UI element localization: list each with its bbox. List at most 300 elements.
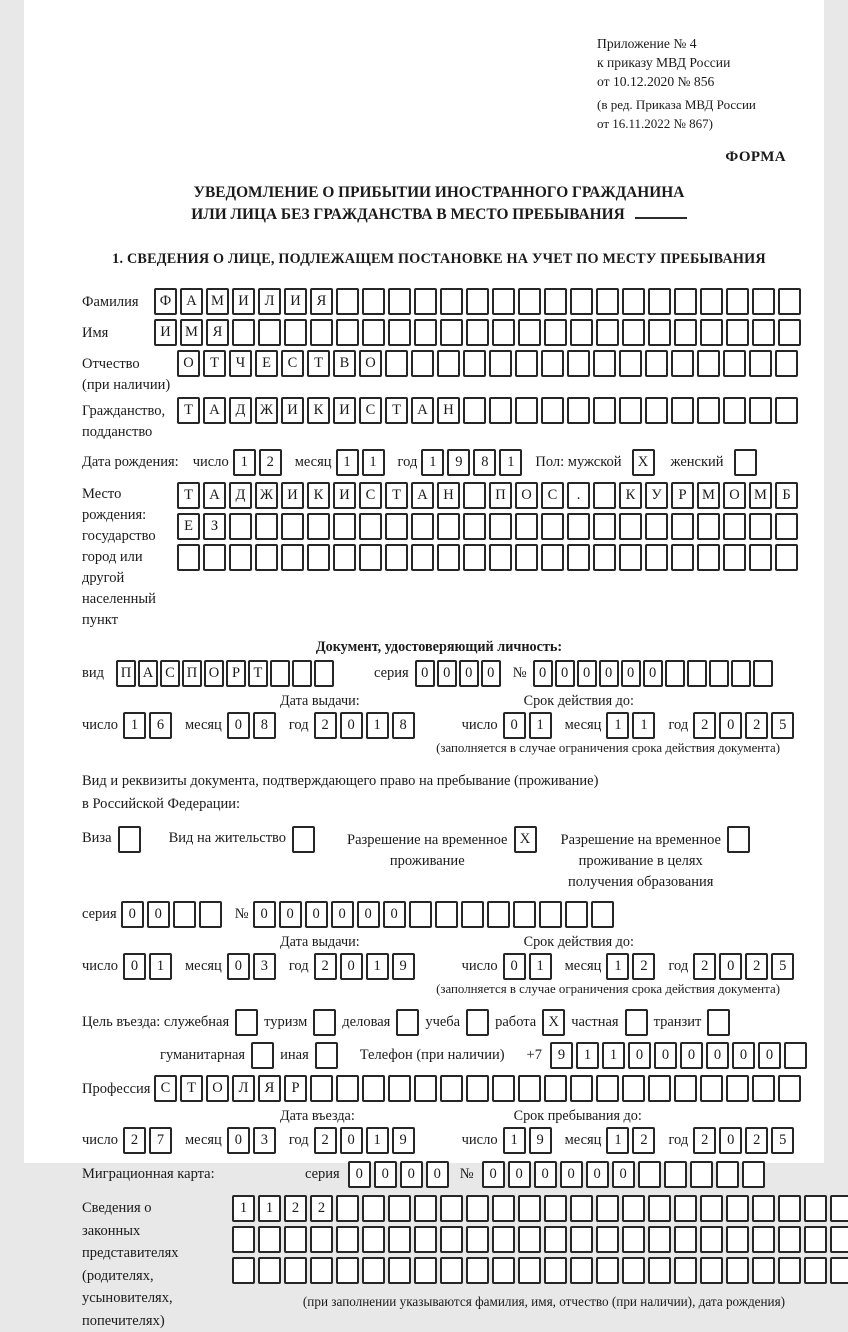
char-box — [310, 1075, 333, 1102]
doc-valid-group — [462, 693, 798, 739]
doc-issue-year-label: год — [289, 717, 309, 734]
surname-label: Фамилия — [82, 288, 154, 313]
char-box: И — [281, 397, 304, 424]
char-box: 0 — [331, 901, 354, 928]
patronymic-row — [82, 350, 796, 396]
char-box: 0 — [680, 1042, 703, 1069]
char-box: М — [697, 482, 720, 509]
char-box — [414, 1075, 437, 1102]
char-box — [362, 319, 385, 346]
annex-line-2: к приказу МВД России — [597, 53, 792, 72]
char-box — [731, 660, 751, 687]
purpose-tourism-checkbox — [313, 1009, 336, 1036]
char-box — [463, 544, 486, 571]
char-box: 5 — [771, 712, 794, 739]
char-box — [648, 1195, 671, 1222]
char-box — [596, 1257, 619, 1284]
char-box: Р — [671, 482, 694, 509]
char-box — [648, 288, 671, 315]
profession-row — [82, 1075, 796, 1102]
birth-place-label-line3: город или другой — [82, 547, 177, 589]
birth-place-cells-row1 — [177, 482, 801, 509]
identity-doc-heading: Документ, удостоверяющий личность: — [82, 639, 796, 656]
char-box: 1 — [529, 953, 552, 980]
char-box — [778, 1075, 801, 1102]
char-box — [645, 544, 668, 571]
char-box: 1 — [421, 449, 444, 476]
char-box — [518, 1226, 541, 1253]
char-box — [700, 319, 723, 346]
char-box — [281, 544, 304, 571]
char-box — [385, 544, 408, 571]
notification-form-page — [24, 0, 824, 1163]
char-box — [440, 319, 463, 346]
char-box: 0 — [305, 901, 328, 928]
char-box: Е — [177, 513, 200, 540]
char-box: О — [515, 482, 538, 509]
char-box — [414, 288, 437, 315]
char-box — [752, 1075, 775, 1102]
char-box — [307, 544, 330, 571]
birth-place-cells-row2 — [177, 513, 801, 540]
char-box: 3 — [253, 953, 276, 980]
temp-residence-label — [347, 826, 507, 872]
char-box: Т — [180, 1075, 203, 1102]
char-box: О — [723, 482, 746, 509]
char-box: С — [154, 1075, 177, 1102]
doc-series-label: серия — [374, 665, 409, 682]
char-box — [709, 660, 729, 687]
char-box — [804, 1226, 827, 1253]
char-box: 2 — [693, 712, 716, 739]
char-box: Т — [385, 482, 408, 509]
char-box — [591, 901, 614, 928]
char-box: 0 — [357, 901, 380, 928]
representatives-label-line6: попечителях) — [82, 1310, 232, 1332]
patronymic-label — [82, 350, 177, 396]
residence-number-cells — [253, 901, 617, 928]
char-box: Т — [177, 482, 200, 509]
entry-year-label: год — [289, 1132, 309, 1149]
char-box — [489, 350, 512, 377]
char-box: 5 — [771, 953, 794, 980]
citizenship-label-line2: подданство — [82, 422, 177, 443]
doc-type-label: вид — [82, 665, 104, 682]
char-box — [359, 513, 382, 540]
char-box — [752, 1195, 775, 1222]
char-box: 1 — [232, 1195, 255, 1222]
purpose-humanitarian-label: гуманитарная — [160, 1047, 245, 1064]
char-box — [336, 288, 359, 315]
entry-day-cells — [123, 1127, 175, 1154]
representatives-row — [82, 1195, 796, 1332]
purpose-tourism-label: туризм — [264, 1014, 307, 1031]
purpose-private-checkbox — [625, 1009, 648, 1036]
purpose-study-checkbox — [466, 1009, 489, 1036]
char-box: 2 — [123, 1127, 146, 1154]
char-box — [173, 901, 196, 928]
char-box — [437, 350, 460, 377]
char-box — [749, 513, 772, 540]
char-box — [622, 1257, 645, 1284]
residence-restriction-note: (заполняется в случае ограничения срока действия документа) — [82, 982, 796, 997]
char-box — [336, 319, 359, 346]
char-box — [414, 1257, 437, 1284]
patronymic-cells — [177, 350, 801, 377]
sex-male-checkbox: X — [632, 449, 655, 476]
representatives-right — [232, 1195, 848, 1310]
char-box: 1 — [366, 712, 389, 739]
char-box: 0 — [348, 1161, 371, 1188]
char-box: С — [281, 350, 304, 377]
char-box — [544, 319, 567, 346]
forma-label: ФОРМА — [82, 149, 796, 166]
char-box — [726, 1195, 749, 1222]
entry-dates-row — [82, 1108, 796, 1154]
entry-line — [82, 1127, 418, 1154]
char-box — [619, 397, 642, 424]
birth-place-cells-row3 — [177, 544, 801, 571]
char-box — [515, 397, 538, 424]
purpose-phone-row — [82, 1042, 796, 1069]
char-box: 2 — [693, 953, 716, 980]
char-box: 0 — [374, 1161, 397, 1188]
residence-series-row — [82, 901, 796, 928]
char-box: 0 — [147, 901, 170, 928]
migration-number-label: № — [460, 1166, 474, 1183]
char-box: И — [333, 397, 356, 424]
char-box — [752, 288, 775, 315]
doc-valid-day-cells — [503, 712, 555, 739]
sex-male-label: Пол: мужской — [535, 454, 621, 471]
char-box — [700, 1195, 723, 1222]
residence-issue-line — [82, 953, 418, 980]
char-box — [466, 1195, 489, 1222]
char-box: А — [138, 660, 158, 687]
name-row — [82, 319, 796, 346]
char-box: Д — [229, 482, 252, 509]
residence-issue-month-label: месяц — [185, 958, 222, 975]
char-box: Т — [177, 397, 200, 424]
char-box — [648, 1257, 671, 1284]
char-box: П — [489, 482, 512, 509]
residence-series-cells — [121, 901, 225, 928]
char-box — [518, 1257, 541, 1284]
char-box: 0 — [654, 1042, 677, 1069]
sex-female-checkbox — [734, 449, 757, 476]
residence-valid-day-label: число — [462, 958, 498, 975]
temp-residence-edu-item — [561, 826, 756, 893]
char-box: 1 — [606, 953, 629, 980]
char-box: П — [182, 660, 202, 687]
char-box: 1 — [366, 953, 389, 980]
doc-valid-year-cells — [693, 712, 797, 739]
char-box: А — [180, 288, 203, 315]
char-box — [203, 544, 226, 571]
char-box — [518, 1195, 541, 1222]
char-box: 0 — [482, 1161, 505, 1188]
char-box: А — [411, 482, 434, 509]
char-box: А — [203, 397, 226, 424]
char-box: 1 — [499, 449, 522, 476]
char-box — [830, 1226, 848, 1253]
residence-issue-day-cells — [123, 953, 175, 980]
char-box: 0 — [621, 660, 641, 687]
char-box — [723, 544, 746, 571]
title-underline — [635, 217, 687, 219]
char-box — [492, 1226, 515, 1253]
char-box — [723, 350, 746, 377]
char-box: 2 — [632, 953, 655, 980]
temp-residence-edu-label-line1: Разрешение на временное — [561, 830, 721, 851]
stay-year-cells — [693, 1127, 797, 1154]
char-box — [674, 288, 697, 315]
char-box: 1 — [258, 1195, 281, 1222]
char-box: 9 — [529, 1127, 552, 1154]
char-box — [463, 397, 486, 424]
char-box: 1 — [123, 712, 146, 739]
char-box — [674, 1195, 697, 1222]
representatives-label-line1: Сведения о — [82, 1197, 232, 1220]
char-box — [690, 1161, 713, 1188]
char-box — [622, 1075, 645, 1102]
char-box — [463, 482, 486, 509]
char-box — [336, 1226, 359, 1253]
residence-permit-label: Вид на жительство — [169, 826, 286, 847]
char-box — [310, 319, 333, 346]
char-box — [804, 1195, 827, 1222]
stay-group — [462, 1108, 798, 1154]
char-box — [232, 1257, 255, 1284]
birth-month-cells — [336, 449, 388, 476]
char-box: 1 — [602, 1042, 625, 1069]
char-box: 1 — [149, 953, 172, 980]
char-box — [333, 544, 356, 571]
name-cells — [154, 319, 804, 346]
char-box: О — [177, 350, 200, 377]
char-box — [515, 513, 538, 540]
char-box — [513, 901, 536, 928]
char-box: 0 — [719, 712, 742, 739]
char-box: Т — [248, 660, 268, 687]
residence-issue-day-label: число — [82, 958, 118, 975]
char-box: 0 — [253, 901, 276, 928]
char-box — [544, 1075, 567, 1102]
temp-residence-checkbox: X — [514, 826, 537, 853]
char-box: К — [619, 482, 642, 509]
char-box — [570, 1195, 593, 1222]
char-box — [674, 1226, 697, 1253]
char-box — [664, 1161, 687, 1188]
purpose-official-checkbox — [235, 1009, 258, 1036]
char-box — [778, 1257, 801, 1284]
char-box — [567, 350, 590, 377]
char-box: 9 — [392, 953, 415, 980]
char-box: А — [411, 397, 434, 424]
char-box — [622, 288, 645, 315]
representatives-label — [82, 1195, 232, 1332]
entry-head: Дата въезда: — [82, 1108, 418, 1125]
char-box — [310, 1226, 333, 1253]
residence-number-label: № — [235, 906, 249, 923]
temp-residence-item — [347, 826, 542, 872]
char-box: 0 — [586, 1161, 609, 1188]
char-box — [409, 901, 432, 928]
birth-place-row — [82, 482, 796, 631]
char-box: И — [281, 482, 304, 509]
annex-line-3: от 10.12.2020 № 856 — [597, 72, 792, 91]
char-box — [752, 1226, 775, 1253]
char-box — [362, 1195, 385, 1222]
char-box: Ж — [255, 397, 278, 424]
char-box: И — [154, 319, 177, 346]
char-box — [544, 1226, 567, 1253]
char-box — [619, 350, 642, 377]
char-box — [435, 901, 458, 928]
char-box — [778, 319, 801, 346]
doc-type-cells — [116, 660, 336, 687]
char-box: А — [203, 482, 226, 509]
citizenship-label-line1: Гражданство, — [82, 401, 177, 422]
char-box — [440, 1195, 463, 1222]
char-box — [492, 288, 515, 315]
representatives-label-line4: (родителях, — [82, 1265, 232, 1288]
residence-issue-head: Дата выдачи: — [82, 934, 418, 951]
char-box — [362, 1226, 385, 1253]
char-box — [385, 350, 408, 377]
char-box — [541, 544, 564, 571]
char-box: И — [284, 288, 307, 315]
char-box — [541, 350, 564, 377]
char-box — [388, 319, 411, 346]
doc-number-label: № — [513, 665, 527, 682]
char-box — [336, 1257, 359, 1284]
representatives-label-line5: усыновителях, — [82, 1287, 232, 1310]
birth-place-cells-block — [177, 482, 801, 575]
char-box — [593, 513, 616, 540]
char-box — [336, 1195, 359, 1222]
char-box: 0 — [503, 712, 526, 739]
stay-line — [462, 1127, 798, 1154]
residence-valid-month-cells — [606, 953, 658, 980]
form-title-line2-text: ИЛИ ЛИЦА БЕЗ ГРАЖДАНСТВА В МЕСТО ПРЕБЫВАНИЯ — [191, 206, 624, 223]
representatives-cells-row1 — [232, 1195, 848, 1222]
char-box — [440, 1257, 463, 1284]
residence-permit-item — [169, 826, 321, 853]
char-box: 0 — [533, 660, 553, 687]
birth-day-label: число — [193, 454, 229, 471]
char-box: Е — [255, 350, 278, 377]
char-box — [489, 544, 512, 571]
char-box: 9 — [447, 449, 470, 476]
char-box: М — [749, 482, 772, 509]
stay-day-cells — [503, 1127, 555, 1154]
char-box — [544, 1195, 567, 1222]
char-box — [258, 1257, 281, 1284]
char-box — [388, 1226, 411, 1253]
char-box — [258, 1226, 281, 1253]
char-box — [716, 1161, 739, 1188]
char-box: С — [359, 397, 382, 424]
char-box — [697, 544, 720, 571]
purpose-work-checkbox: X — [542, 1009, 565, 1036]
char-box: 9 — [392, 1127, 415, 1154]
char-box — [492, 1075, 515, 1102]
char-box: 2 — [745, 712, 768, 739]
char-box: 8 — [473, 449, 496, 476]
char-box: 2 — [314, 953, 337, 980]
char-box — [440, 288, 463, 315]
phone-prefix: +7 — [527, 1047, 542, 1064]
char-box: 1 — [503, 1127, 526, 1154]
representatives-label-line3: представителях — [82, 1242, 232, 1265]
char-box — [778, 1195, 801, 1222]
char-box — [232, 1226, 255, 1253]
char-box — [648, 319, 671, 346]
doc-series-cells — [415, 660, 503, 687]
char-box: Д — [229, 397, 252, 424]
representatives-cells-row3 — [232, 1257, 848, 1284]
char-box — [359, 544, 382, 571]
sex-female-label: женский — [671, 454, 724, 471]
char-box: 0 — [719, 953, 742, 980]
doc-issue-month-cells — [227, 712, 279, 739]
temp-residence-edu-label-line2: проживание в целях — [561, 851, 721, 872]
entry-group — [82, 1108, 418, 1154]
doc-issue-day-label: число — [82, 717, 118, 734]
migration-card-label: Миграционная карта: — [82, 1166, 245, 1183]
stay-head: Срок пребывания до: — [462, 1108, 798, 1125]
char-box: И — [333, 482, 356, 509]
char-box — [466, 1226, 489, 1253]
birth-place-label — [82, 482, 177, 631]
doc-number-cells — [533, 660, 775, 687]
char-box — [570, 1075, 593, 1102]
char-box — [671, 397, 694, 424]
form-title — [82, 182, 796, 226]
char-box — [593, 350, 616, 377]
char-box — [541, 397, 564, 424]
patronymic-label-line2: (при наличии) — [82, 375, 177, 396]
char-box: 0 — [758, 1042, 781, 1069]
char-box: 0 — [612, 1161, 635, 1188]
char-box — [674, 319, 697, 346]
temp-residence-label-line1: Разрешение на временное — [347, 830, 507, 851]
citizenship-row — [82, 397, 796, 443]
entry-month-cells — [227, 1127, 279, 1154]
char-box: Р — [284, 1075, 307, 1102]
char-box: Р — [226, 660, 246, 687]
char-box — [466, 288, 489, 315]
char-box: 0 — [481, 660, 501, 687]
surname-row — [82, 288, 796, 315]
doc-valid-month-cells — [606, 712, 658, 739]
char-box — [411, 544, 434, 571]
char-box — [544, 288, 567, 315]
char-box: М — [206, 288, 229, 315]
char-box: 1 — [366, 1127, 389, 1154]
char-box: В — [333, 350, 356, 377]
char-box — [700, 288, 723, 315]
char-box — [726, 1226, 749, 1253]
char-box — [388, 1075, 411, 1102]
representatives-cells-row2 — [232, 1226, 848, 1253]
citizenship-label — [82, 397, 177, 443]
char-box — [487, 901, 510, 928]
char-box: 0 — [340, 712, 363, 739]
doc-issue-day-cells — [123, 712, 175, 739]
char-box — [515, 350, 538, 377]
